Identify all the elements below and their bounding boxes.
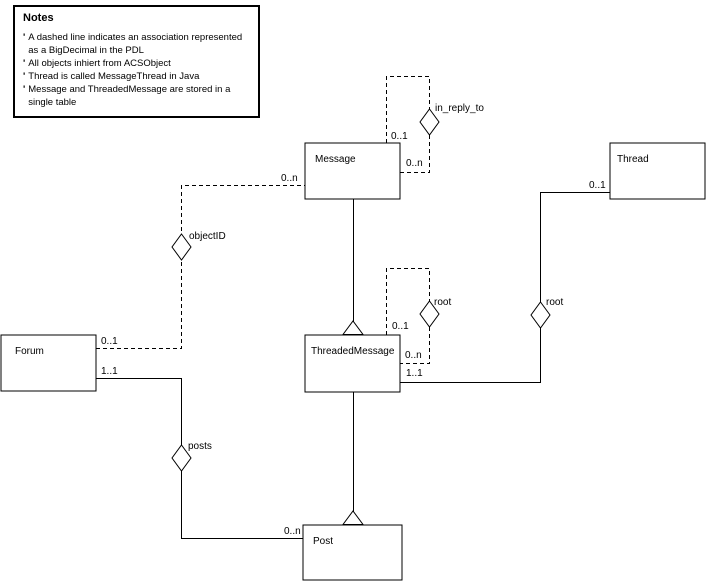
objectid-mult-forum: 0..1	[101, 336, 118, 347]
posts-label: posts	[188, 441, 212, 452]
class-thread-label: Thread	[617, 154, 649, 165]
in-reply-to-mult-bottom: 0..n	[406, 158, 423, 169]
association-posts-line	[96, 379, 303, 539]
note-item	[23, 83, 250, 109]
class-threadedmessage-box	[305, 335, 400, 392]
posts-mult-forum: 1..1	[101, 366, 118, 377]
threaded-root-self-mult-top: 0..1	[392, 321, 409, 332]
objectid-mult-message: 0..n	[281, 173, 298, 184]
note-text: All objects inhiert from ACSObject	[28, 58, 171, 69]
class-forum-label: Forum	[15, 346, 44, 357]
note-item	[23, 31, 250, 57]
association-objectid-line	[96, 186, 305, 349]
in-reply-to-mult-top: 0..1	[391, 131, 408, 142]
class-post-box	[303, 525, 402, 580]
note-text: A dashed line indicates an association represented as a BigDecimal in the PDL	[28, 32, 243, 56]
generalization-triangle-post	[343, 511, 363, 525]
class-message-label: Message	[315, 154, 356, 165]
posts-mult-post: 0..n	[284, 526, 301, 537]
notes-title: Notes	[23, 12, 54, 24]
thread-root-mult-thread: 0..1	[589, 180, 606, 191]
note-text: Message and ThreadedMessage are stored in a single table	[28, 84, 231, 108]
generalization-triangle-threadedmessage	[343, 321, 363, 335]
in-reply-to-label: in_reply_to	[435, 103, 484, 114]
note-item	[23, 57, 250, 70]
note-bullet: '	[23, 32, 26, 43]
threaded-root-self-label: root	[434, 297, 452, 308]
threaded-root-self-mult-bottom: 0..n	[405, 350, 422, 361]
objectid-label: objectID	[189, 231, 226, 242]
class-post-label: Post	[313, 536, 334, 547]
association-thread-root-line	[400, 193, 610, 383]
note-item	[23, 70, 250, 83]
class-threadedmessage-label: ThreadedMessage	[311, 346, 395, 357]
note-bullet: '	[23, 84, 26, 95]
notes-box	[13, 5, 260, 118]
thread-root-mult-threadedmessage: 1..1	[406, 368, 423, 379]
class-forum-box	[1, 335, 96, 391]
class-thread-box	[610, 143, 705, 199]
thread-root-label: root	[546, 297, 564, 308]
note-text: Thread is called MessageThread in Java	[28, 71, 200, 82]
class-message-box	[305, 143, 400, 199]
note-bullet: '	[23, 71, 26, 82]
note-bullet: '	[23, 58, 26, 69]
